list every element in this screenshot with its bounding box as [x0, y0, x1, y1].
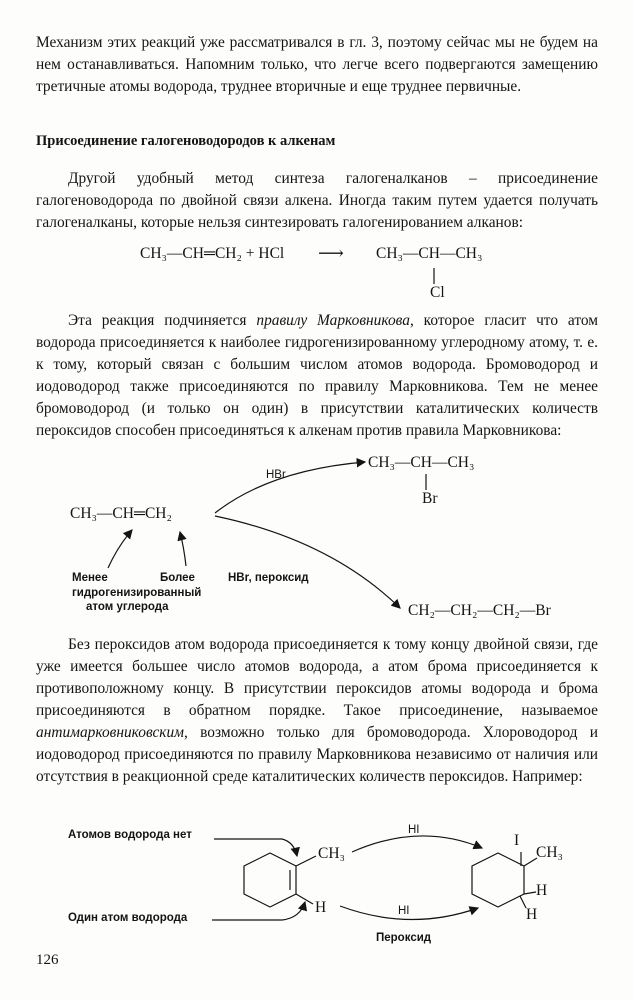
label-more: Более [160, 572, 195, 584]
scheme2-reagent-bottom: HI [398, 905, 410, 917]
left-bond-ch3 [296, 856, 316, 866]
left-ring [244, 853, 296, 907]
scheme1-product-bottom: CH₂—CH₂—CH₂—Br [408, 602, 551, 619]
paragraph-2-start: Эта реакция подчиняется [68, 312, 247, 329]
left-h: H [315, 899, 327, 916]
eq1-product: CH₃—CH—CH₃ [376, 245, 483, 262]
eq1-reactant: CH₃—CH═CH₂ + HCl [140, 245, 285, 262]
scheme2-arrow-bottom [340, 906, 478, 920]
eq1-arrow: ⟶ [318, 243, 344, 263]
section-heading: Присоединение галогеноводородов к алкенам [36, 133, 336, 149]
scheme2-catalyst: Пероксид [376, 932, 432, 944]
scheme1-reagent-top: HBr [266, 469, 286, 481]
right-h2: H [526, 906, 538, 923]
paragraph-3-start: Без пероксидов атом водорода присоединяется к тому концу двойной связи, где уже имеется большее число атомов водорода, а атом брома присоединяется к противоположному концу. В присутствии пероксидов атомы водорода и брома присоединяются в обратном порядке. Такое присоединение, называемое [36, 636, 598, 719]
label-one-hydrogen: Один атом водорода [68, 912, 188, 924]
eq1-substituent: Cl [430, 284, 445, 301]
right-bond-ch3 [524, 858, 537, 866]
scheme1-product-top: CH₃—CH—CH₃ [368, 454, 475, 471]
right-ch3: CH₃ [536, 844, 563, 861]
label-less: Менее [72, 572, 108, 584]
paragraph-3-rest: , возможно только для бромоводорода. Хлороводород и иодоводород присоединяются по правилу Марковникова независимо от наличия или отсутствия в реакционной среде каталитических количеств пероксидов. Например: [36, 724, 598, 785]
pointer-one-hydrogen [212, 902, 305, 920]
scheme1-reactant: CH₃—CH═CH₂ [70, 505, 172, 522]
pointer-no-hydrogen [214, 839, 297, 856]
anti-markovnikov-term: антимарковниковским [36, 724, 185, 741]
scheme1-arrow-top [215, 462, 365, 513]
pointer-more [180, 532, 186, 566]
scheme1-product-top-sub: Br [422, 490, 438, 507]
right-ring [472, 853, 524, 907]
label-common-1: гидрогенизированный [72, 587, 202, 599]
right-bond-h2 [520, 896, 526, 908]
markovnikov-rule-term: правилу Марковникова [256, 312, 410, 329]
scheme2-arrow-top [352, 836, 482, 852]
right-h1: H [536, 882, 548, 899]
right-bond-h1 [524, 892, 536, 894]
paragraph-2-rest: , которое гласит что атом водорода присоединяется к наиболее гидрогенизированному углеродному атому, т. е. к тому, который связан с большим числом атомов водорода. Бромоводород и иодоводород также присоединяются по правилу Марковникова. Тем не менее бромоводород (и только он один) в присутствии каталитических количеств пероксидов способен присоединяться к алкенам против правила Марковникова: [36, 312, 598, 439]
label-no-hydrogen: Атомов водорода нет [68, 829, 192, 841]
left-ch3: CH₃ [318, 845, 345, 862]
scheme1-reagent-bottom: HBr, пероксид [228, 572, 309, 584]
page-number: 126 [36, 952, 59, 968]
intro-text: Механизм этих реакций уже рассматривался в гл. 3, поэтому сейчас мы не будем на нем останавливаться. Напомним только, что легче всего подвергаются замещению третичные атомы водорода, труднее вторичные и еще труднее первичные. [36, 34, 598, 95]
scheme1-arrow-bottom [215, 516, 400, 608]
scheme2-reagent-top: HI [408, 824, 420, 836]
right-i: I [514, 832, 520, 849]
paragraph-1-text: Другой удобный метод синтеза галогеналканов – присоединение галогеноводорода по двойной связи алкена. Иногда таким путем удается получать галогеналканы, которые нельзя синтезировать галогенированием алканов: [36, 170, 598, 231]
label-common-2: атом углерода [86, 601, 169, 613]
pointer-less [108, 530, 132, 568]
